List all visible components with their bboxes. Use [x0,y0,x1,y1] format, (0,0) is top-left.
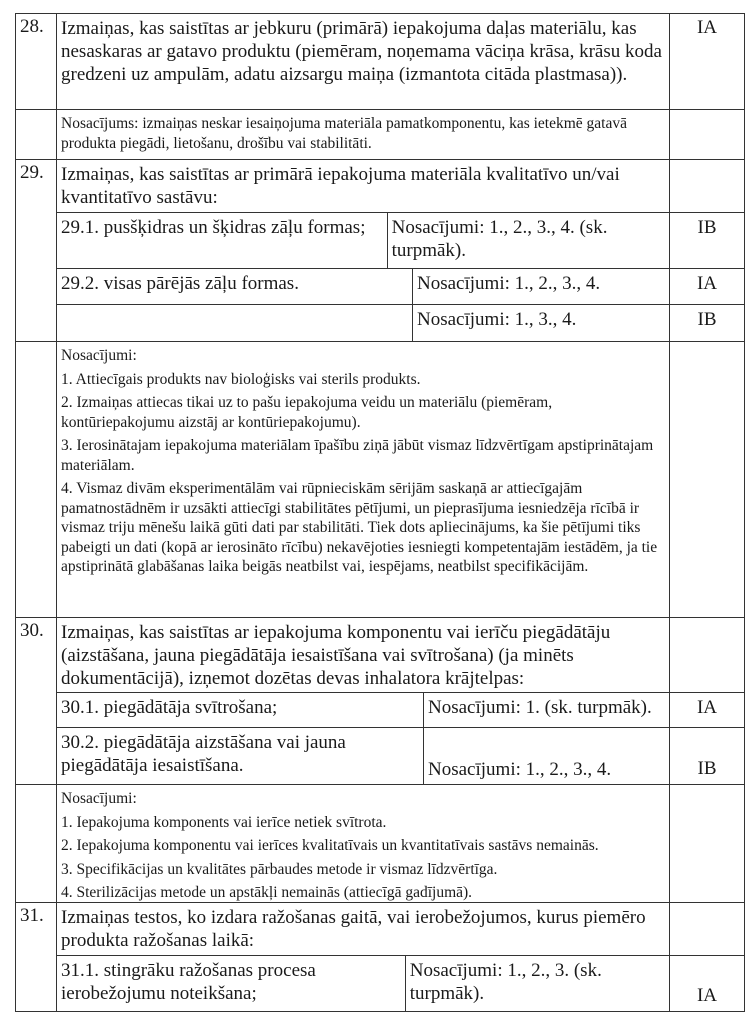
document-page [15,13,745,1012]
subitem-row [57,955,744,1011]
condition-item: 2. Izmaiņas attiecas tikai uz to pašu iepakojuma veidu un materiālu (piemēram, kontūriepakojumu aizstāj ar kontūriepakojumu). [61,394,553,431]
item-description: Izmaiņas testos, ko izdara ražošanas gaitā, vai ierobežojumos, kurus piemēro produkta ražošanas laikā: [61,907,646,951]
subitem-row [57,727,744,784]
condition-item: 1. Attiecīgais produkts nav bioloģisks vai sterils produkts. [61,370,421,388]
subitem-row [57,304,744,341]
subitem-conditions: Nosacījumi: 1., 2., 3., 4. (sk. turpmāk). [387,213,669,267]
subitem-label: 29.2. visas pārējās zāļu formas. [61,272,299,294]
subitem-label: 31.1. stingrāku ražošanas procesa ierobežojumu noteikšana; [61,960,316,1004]
item-description: Izmaiņas, kas saistītas ar primārā iepakojuma materiāla kvalitatīvo un/vai kvantitatīvo sastāvu: [61,164,620,208]
item-30 [15,617,745,784]
condition-item: 3. Specifikācijas un kvalitātes pārbaudes metode ir vismaz līdzvērtīga. [61,860,498,878]
item-description: Izmaiņas, kas saistītas ar iepakojuma komponentu vai ierīču piegādātāju (aizstāšana, jauna piegādātāja iesaistīšana vai svītrošana) (ja minēts dokumentācijā), izņemot dozētas devas inhalatora krājtelpas: [61,622,611,689]
condition-item: 4. Vismaz divām eksperimentālām vai rūpnieciskām sērijām saskaņā ar attiecīgajām pamatnostādnēm ir uzsākti attiecīgi stabilitātes pētījumi, un pieprasījuma iesniedzēja rīcībā ir vismaz triju mēnešu laikā gūti dati par stabilitāti. Tiek dots apliecinājums, ka šie pētījumi tiks pabeigti un dati (kopā ar ierosināto rīcību) nekavējoties iesniegti kompetentajām iestādēm, ja tie apstiprinātā glabāšanas laika beigās neatbilst vai, iespējams, neatbilst specifikācijām. [61,480,658,575]
procedure-type: IB [669,305,744,341]
item-number: 31. [20,905,44,926]
subitem-conditions: Nosacījumi: 1., 3., 4. [412,305,669,341]
item-28 [15,13,745,109]
procedure-type: IB [669,728,744,784]
item-29 [15,159,745,341]
conditions-list [57,785,669,911]
subitem-conditions: Nosacījumi: 1., 2., 3., 4. [423,728,669,784]
subitem-conditions: Nosacījumi: 1., 2., 3., 4. [412,269,669,305]
procedure-type: IA [669,269,744,305]
procedure-type: IA [669,693,744,727]
condition-item: 3. Ierosinātajam iepakojuma materiālam īpašību ziņā jābūt vismaz līdzvērtīgam apstiprinātajam materiālam. [61,437,654,474]
conditions-title: Nosacījumi: [61,790,137,807]
item-number: 29. [20,162,44,183]
item-30-notes [15,784,745,902]
subitem-row [57,268,744,305]
conditions-title: Nosacījumi: [61,347,137,364]
subitem-label: 29.1. pusšķidras un šķidras zāļu formas; [61,217,366,239]
item-body [56,14,669,109]
item-28-note [15,109,745,159]
subitem-row [57,692,744,727]
conditions-list [57,342,669,617]
condition-item: 2. Iepakojuma komponentu vai ierīces kvalitatīvais un kvantitatīvais sastāvs nemainās. [61,837,599,854]
procedure-type: IA [669,14,744,109]
condition-note: Nosacījums: izmaiņas neskar iesaiņojuma materiāla pamatkomponentu, kas ietekmē gatavā produkta piegādi, lietošanu, drošību vai stabilitāti. [61,115,627,152]
subitem-conditions: Nosacījumi: 1. (sk. turpmāk). [423,693,669,727]
condition-item: 4. Sterilizācijas metode un apstākļi nemainās (attiecīgā gadījumā). [61,884,473,901]
procedure-type: IA [669,956,744,1011]
subitem-label [57,305,412,341]
condition-item: 1. Iepakojuma komponents vai ierīce netiek svītrota. [61,813,387,831]
subitem-row [57,212,744,267]
subitem-label: 30.2. piegādātāja aizstāšana vai jauna piegādātāja iesaistīšana. [61,731,346,776]
item-31 [15,902,745,1012]
item-29-notes [15,341,745,617]
procedure-type: IB [669,213,744,267]
subitem-label: 30.1. piegādātāja svītrošana; [61,697,278,718]
subitem-conditions: Nosacījumi: 1., 2., 3. (sk. turpmāk). [405,956,669,1011]
item-description: Izmaiņas, kas saistītas ar jebkuru (primārā) iepakojuma daļas materiālu, kas nesaskaras ar gatavo produktu (piemēram, noņemama vāciņa krāsa, krāsu koda gredzeni uz ampulām, adatu aizsargu maiņa (izmantota citāda plastmasa)). [61,18,662,85]
item-number: 30. [20,620,44,641]
item-number: 28. [20,16,44,37]
